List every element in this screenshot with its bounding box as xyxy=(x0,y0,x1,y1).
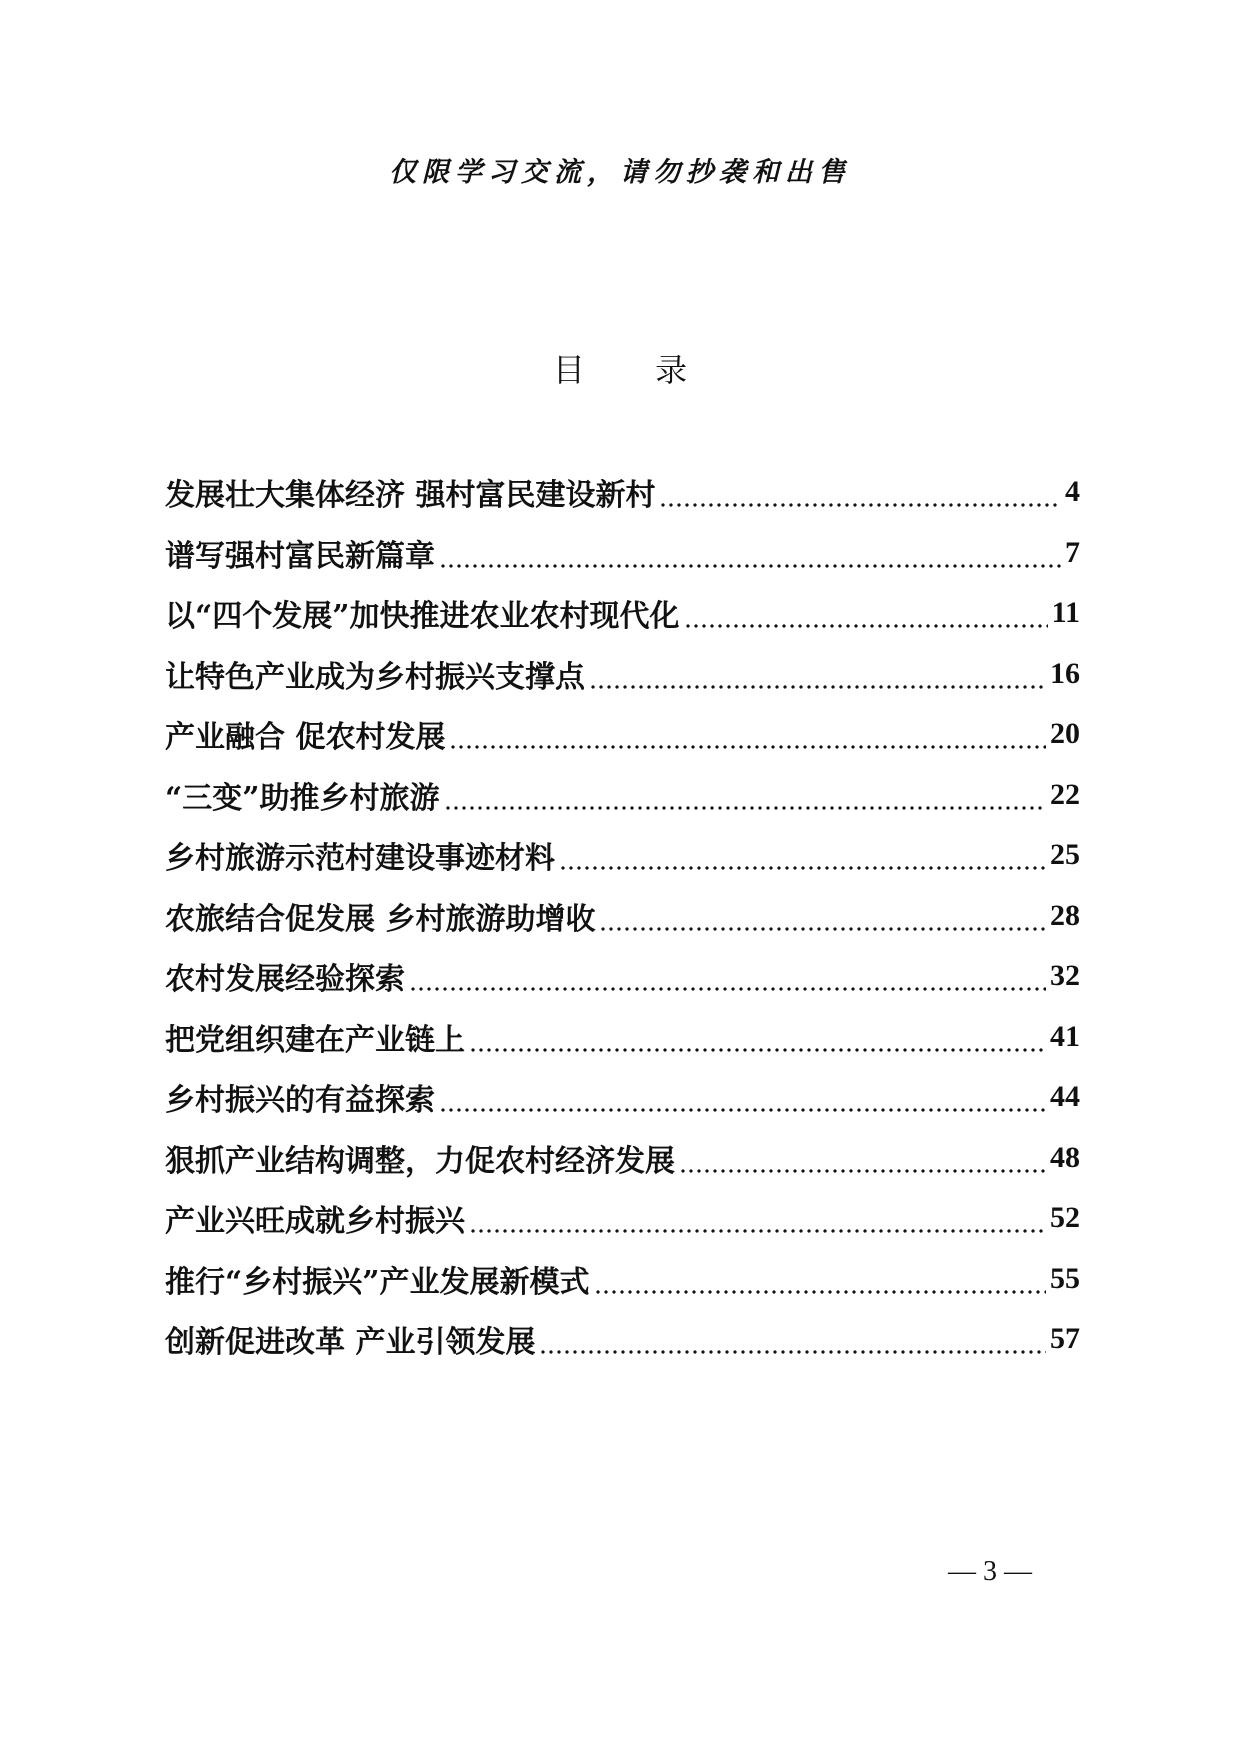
toc-dot-leader xyxy=(679,1143,1046,1173)
toc-dot-leader xyxy=(539,1324,1046,1354)
toc-entry-page: 25 xyxy=(1050,838,1080,872)
toc-entry-page: 28 xyxy=(1050,898,1080,932)
toc-dot-leader xyxy=(684,598,1048,628)
toc-entry[interactable] xyxy=(165,1128,1080,1189)
toc-dot-leader xyxy=(659,477,1061,507)
toc-dot-leader xyxy=(439,538,1061,568)
toc-dot-leader xyxy=(559,840,1046,870)
toc-entry-title: 把党组织建在产业链上 xyxy=(165,1022,465,1058)
toc-entry-page: 22 xyxy=(1050,777,1080,811)
toc-entry-title: “三变”助推乡村旅游 xyxy=(165,780,440,816)
toc-entry-title: 发展壮大集体经济 强村富民建设新村 xyxy=(165,478,656,514)
toc-entry-page: 48 xyxy=(1050,1140,1080,1174)
toc-entry-page: 57 xyxy=(1050,1322,1080,1356)
toc-entry-title: 让特色产业成为乡村振兴支撑点 xyxy=(165,659,585,695)
toc-entry[interactable] xyxy=(165,1188,1080,1249)
toc-entry[interactable] xyxy=(165,523,1080,584)
toc-entry[interactable] xyxy=(165,1067,1080,1128)
toc-entry[interactable] xyxy=(165,644,1080,705)
toc-entry-page: 44 xyxy=(1050,1080,1080,1114)
toc-entry-title: 农村发展经验探索 xyxy=(165,962,405,998)
toc-entry[interactable] xyxy=(165,765,1080,826)
toc-entry-page: 52 xyxy=(1050,1201,1080,1235)
toc-entry-page: 11 xyxy=(1051,596,1080,630)
table-of-contents xyxy=(165,462,1080,1370)
toc-entry[interactable] xyxy=(165,462,1080,523)
toc-entry-title: 乡村旅游示范村建设事迹材料 xyxy=(165,841,555,877)
page-number: — 3 — xyxy=(948,1556,1032,1587)
toc-entry-page: 55 xyxy=(1050,1261,1080,1295)
toc-entry[interactable] xyxy=(165,825,1080,886)
toc-entry[interactable] xyxy=(165,1007,1080,1068)
toc-entry-title: 产业融合 促农村发展 xyxy=(165,720,446,756)
toc-entry-title: 乡村振兴的有益探索 xyxy=(165,1083,435,1119)
toc-dot-leader xyxy=(594,1264,1046,1294)
toc-entry-page: 20 xyxy=(1050,717,1080,751)
toc-entry-page: 32 xyxy=(1050,959,1080,993)
toc-dot-leader xyxy=(599,901,1046,931)
toc-entry[interactable] xyxy=(165,704,1080,765)
toc-entry-page: 16 xyxy=(1050,656,1080,690)
toc-dot-leader xyxy=(469,1022,1046,1052)
toc-entry-page: 7 xyxy=(1065,535,1080,569)
toc-entry[interactable] xyxy=(165,1309,1080,1370)
toc-title: 目 录 xyxy=(552,351,718,389)
toc-entry-page: 41 xyxy=(1050,1019,1080,1053)
toc-entry[interactable] xyxy=(165,583,1080,644)
toc-entry-title: 产业兴旺成就乡村振兴 xyxy=(165,1204,465,1240)
toc-entry-title: 推行“乡村振兴”产业发展新模式 xyxy=(165,1264,590,1300)
toc-entry[interactable] xyxy=(165,946,1080,1007)
toc-dot-leader xyxy=(439,1082,1046,1112)
toc-dot-leader xyxy=(449,719,1046,749)
toc-dot-leader xyxy=(409,961,1046,991)
toc-dot-leader xyxy=(469,1203,1046,1233)
toc-entry[interactable] xyxy=(165,1249,1080,1310)
toc-entry-title: 农旅结合促发展 乡村旅游助增收 xyxy=(165,901,596,937)
toc-entry-title: 创新促进改革 产业引领发展 xyxy=(165,1325,536,1361)
toc-dot-leader xyxy=(589,659,1046,689)
page-notice: 仅限学习交流，请勿抄袭和出售 xyxy=(389,157,851,188)
toc-dot-leader xyxy=(444,780,1046,810)
toc-entry-title: 以“四个发展”加快推进农业农村现代化 xyxy=(165,599,680,635)
toc-entry-page: 4 xyxy=(1065,475,1080,509)
toc-entry-title: 谱写强村富民新篇章 xyxy=(165,538,435,574)
toc-entry[interactable] xyxy=(165,886,1080,947)
toc-entry-title: 狠抓产业结构调整，力促农村经济发展 xyxy=(165,1143,675,1179)
